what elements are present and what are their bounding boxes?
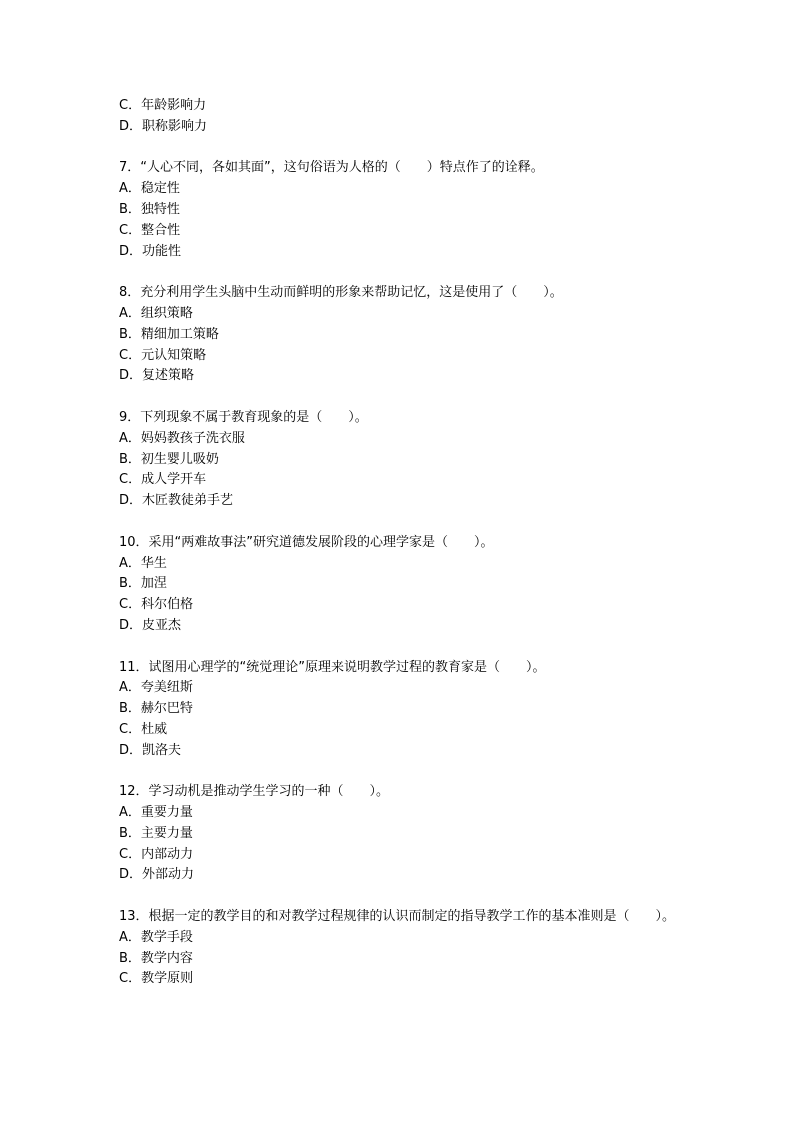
option-b: B．初生婴儿吸奶 — [119, 451, 219, 467]
question-6-tail — [119, 96, 679, 138]
option-c: C．科尔伯格 — [119, 597, 194, 613]
option-a: A．重要力量 — [119, 805, 193, 821]
option-a: A．华生 — [119, 555, 167, 571]
question-text: 10．采用“两难故事法”研究道德发展阶段的心理学家是（ ）。 — [119, 534, 494, 550]
option-d: D．职称影响力 — [119, 118, 208, 134]
option-c: C．教学原则 — [119, 971, 194, 987]
option-a: A．稳定性 — [119, 181, 180, 197]
option-a: A．夸美纽斯 — [119, 680, 193, 696]
option-d: D．木匠教徒弟手艺 — [119, 493, 234, 509]
option-b: B．主要力量 — [119, 825, 193, 841]
option-c: C．元认知策略 — [119, 347, 207, 363]
option-c: C．成人学开车 — [119, 472, 207, 488]
option-c: C．杜威 — [119, 721, 168, 737]
question-text: 13．根据一定的教学目的和对教学过程规律的认识而制定的指导教学工作的基本准则是（ ）。 — [119, 909, 676, 925]
question-text: 8．充分利用学生头脑中生动而鲜明的形象来帮助记忆，这是使用了（ ）。 — [119, 285, 563, 301]
question-13 — [119, 907, 679, 990]
question-12 — [119, 782, 679, 886]
option-c: C．内部动力 — [119, 846, 194, 862]
option-b: B．赫尔巴特 — [119, 701, 193, 717]
option-b: B．加涅 — [119, 576, 167, 592]
option-c: C．年龄影响力 — [119, 98, 207, 113]
option-d: D．皮亚杰 — [119, 617, 182, 633]
question-8 — [119, 283, 679, 387]
question-10 — [119, 533, 679, 637]
option-d: D．凯洛夫 — [119, 742, 182, 758]
option-b: B．教学内容 — [119, 950, 193, 966]
option-d: D．复述策略 — [119, 368, 195, 384]
option-a: A．妈妈教孩子洗衣服 — [119, 430, 245, 446]
question-list — [119, 96, 679, 1011]
option-a: A．组织策略 — [119, 305, 193, 321]
question-11 — [119, 658, 679, 762]
option-c: C．整合性 — [119, 222, 181, 238]
question-text: 9．下列现象不属于教育现象的是（ ）。 — [119, 409, 368, 425]
question-text: 7．“人心不同，各如其面”，这句俗语为人格的（ ）特点作了的诠释。 — [119, 160, 544, 176]
question-9 — [119, 408, 679, 512]
question-text: 12．学习动机是推动学生学习的一种（ ）。 — [119, 784, 390, 800]
option-d: D．外部动力 — [119, 867, 195, 883]
option-b: B．独特性 — [119, 201, 180, 217]
option-b: B．精细加工策略 — [119, 326, 219, 342]
question-text: 11．试图用心理学的“统觉理论”原理来说明教学过程的教育家是（ ）。 — [119, 659, 546, 675]
question-7 — [119, 158, 679, 262]
option-a: A．教学手段 — [119, 929, 193, 945]
option-d: D．功能性 — [119, 243, 182, 259]
